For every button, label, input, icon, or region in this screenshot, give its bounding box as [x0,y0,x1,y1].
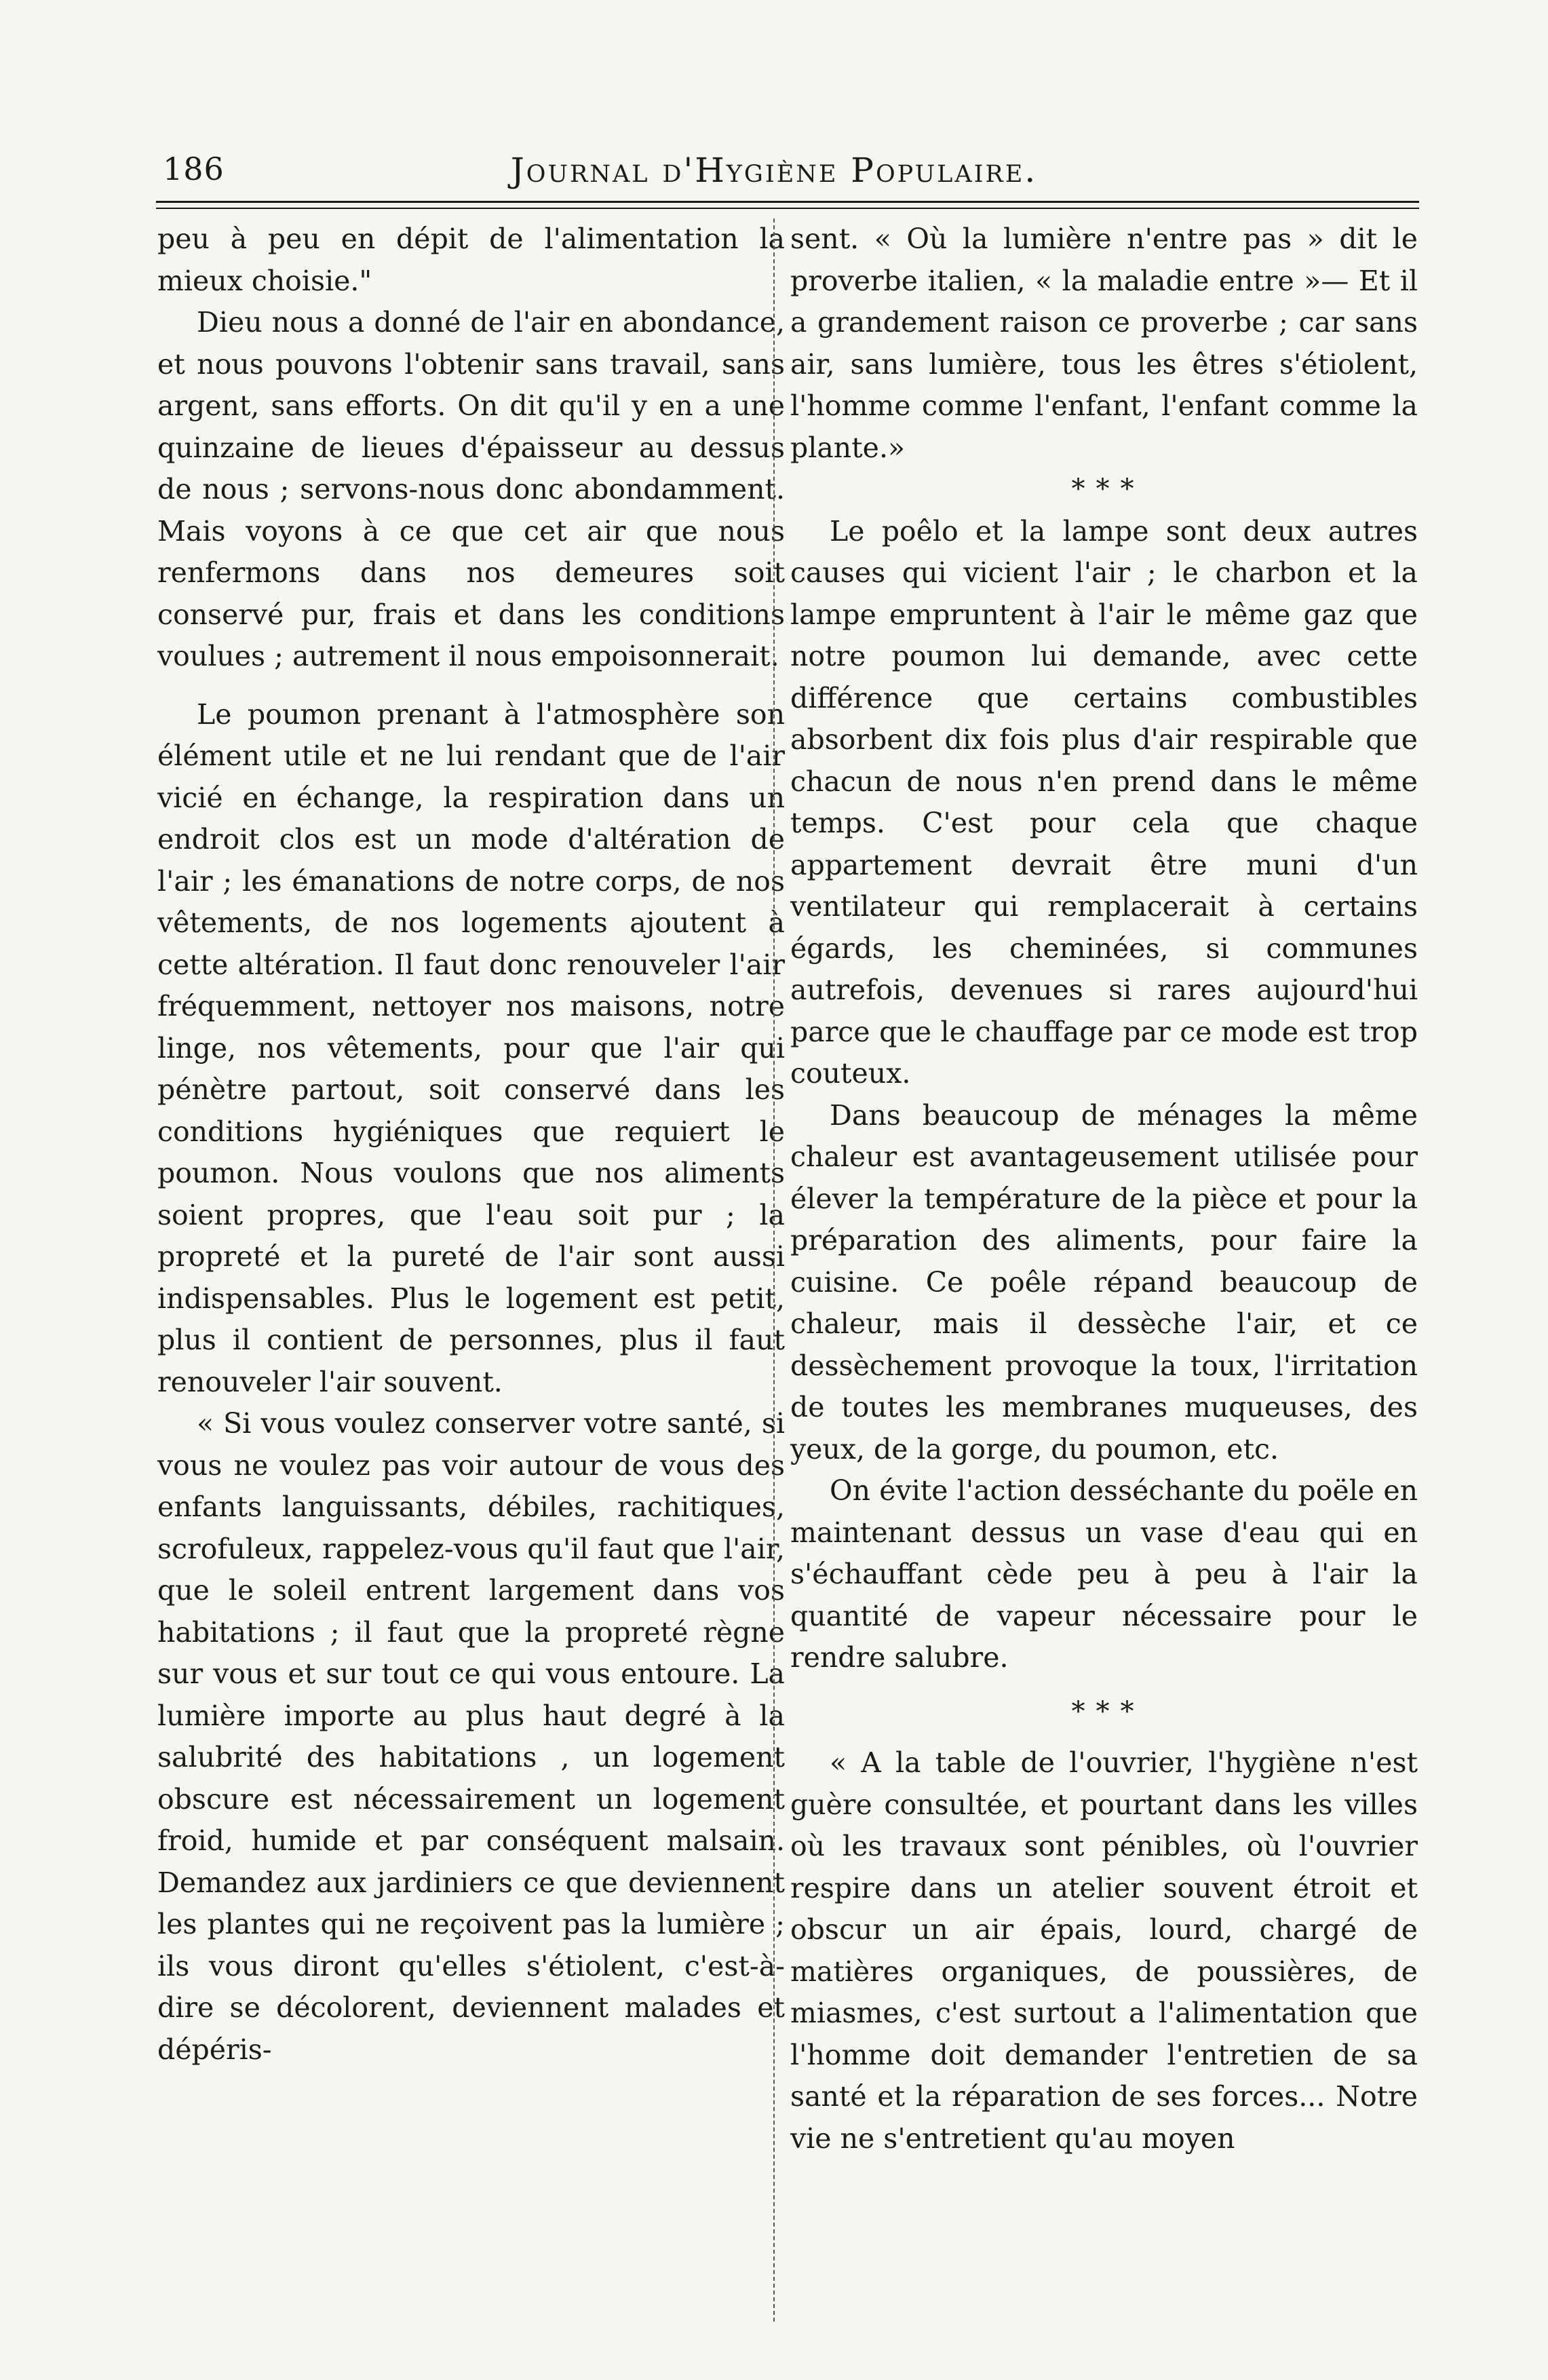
paragraph: Dieu nous a donné de l'air en abondance, et nous pouvons l'obtenir sans travail, sans argent, sans efforts. On dit qu'il y en a une quinzaine de lieues d'épaisseur au dessus de nous ; servons-nous donc abondamment. Mais voyons à ce que cet air que nous renfermons dans nos demeures soit conservé pur, frais et dans les conditions voulues ; autrement il nous empoisonnerait. [157,306,785,672]
header-rule-thin [156,208,1419,209]
page-number: 186 [163,151,225,187]
paragraph: Le poumon prenant à l'atmosphère son élément utile et ne lui rendant que de l'air vicié en échange, la respiration dans un endroit clos est un mode d'altération de l'air ; les émanations de notre corps, de nos vêtements, de nos logements ajoutent à cette altération. Il faut donc renouveler l'air fréquemment, nettoyer nos maisons, notre linge, nos vêtements, pour que l'air qui pénètre partout, soit conservé dans les conditions hygiéniques que requiert le poumon. Nous voulons que nos aliments soient propres, que l'eau soit pur ; la propreté et la pureté de l'air sont aussi indispensables. Plus le logement est petit, plus il contient de personnes, plus il faut renouveler l'air souvent. [157,697,785,1398]
column-divider [773,218,775,2322]
paragraph: On évite l'action desséchante du poële en maintenant dessus un vase d'eau qui en s'échauffant cède peu à peu à l'air la quantité de vapeur nécessaire pour le rendre salubre. [790,1474,1418,1674]
header-rule [156,201,1419,203]
asterism: * * * [1071,474,1137,505]
paragraph: « A la table de l'ouvrier, l'hygiène n'est guère consultée, et pourtant dans les villes où les travaux sont pénibles, où l'ouvrier respire dans un atelier souvent étroit et obscur un air épais, lourd, chargé de matières organiques, de poussières, de miasmes, c'est surtout a l'alimentation que l'homme doit demander l'entretien de sa santé et la réparation de ses forces... Notre vie ne s'entretient qu'au moyen [790,1746,1418,2155]
asterism: * * * [1071,1695,1137,1727]
paragraph: sent. « Où la lumière n'entre pas » dit le proverbe italien, « la maladie entre »— Et il a grandement raison ce proverbe ; car sans air, sans lumière, tous les êtres s'étiolent, l'homme comme l'enfant, l'enfant comme la plante.» [790,223,1418,464]
right-column [790,218,1418,2160]
paragraph: Dans beaucoup de ménages la même chaleur est avantageusement utilisée pour élever la température de la pièce et pour la préparation des aliments, pour faire la cuisine. Ce poêle répand beaucoup de chaleur, mais il dessèche l'air, et ce dessèchement provoque la toux, l'irritation de toutes les membranes muqueuses, des yeux, de la gorge, du poumon, etc. [790,1098,1418,1465]
paragraph: « Si vous voulez conserver votre santé, si vous ne voulez pas voir autour de vous des enfants languissants, débiles, rachitiques, scrofuleux, rappelez-vous qu'il faut que l'air, que le soleil entrent largement dans vos habitations ; il faut que la propreté règne sur vous et sur tout ce qui vous entoure. La lumière importe au plus haut degré à la salubrité des habitations , un logement obscure est nécessairement un logement froid, humide et par conséquent malsain. Demandez aux jardiniers ce que deviennent les plantes qui ne reçoivent pas la lumière ; ils vous diront qu'elles s'étiolent, c'est-à-dire se décolorent, deviennent malades et dépéris- [157,1407,785,2066]
running-title: Journal d'Hygiène Populaire. [510,151,1038,190]
paragraph: peu à peu en dépit de l'alimentation la mieux choisie." [157,223,785,297]
paragraph: Le poêlo et la lampe sont deux autres causes qui vicient l'air ; le charbon et la lampe empruntent à l'air le même gaz que notre poumon lui demande, avec cette différence que certains combustibles absorbent dix fois plus d'air respirable que chacun de nous n'en prend dans le même temps. C'est pour cela que chaque appartement devrait être muni d'un ventilateur qui remplacerait à certains égards, les cheminées, si communes autrefois, devenues si rares aujourd'hui parce que le chauffage par ce mode est trop couteux. [790,514,1418,1090]
left-column [157,218,785,2071]
